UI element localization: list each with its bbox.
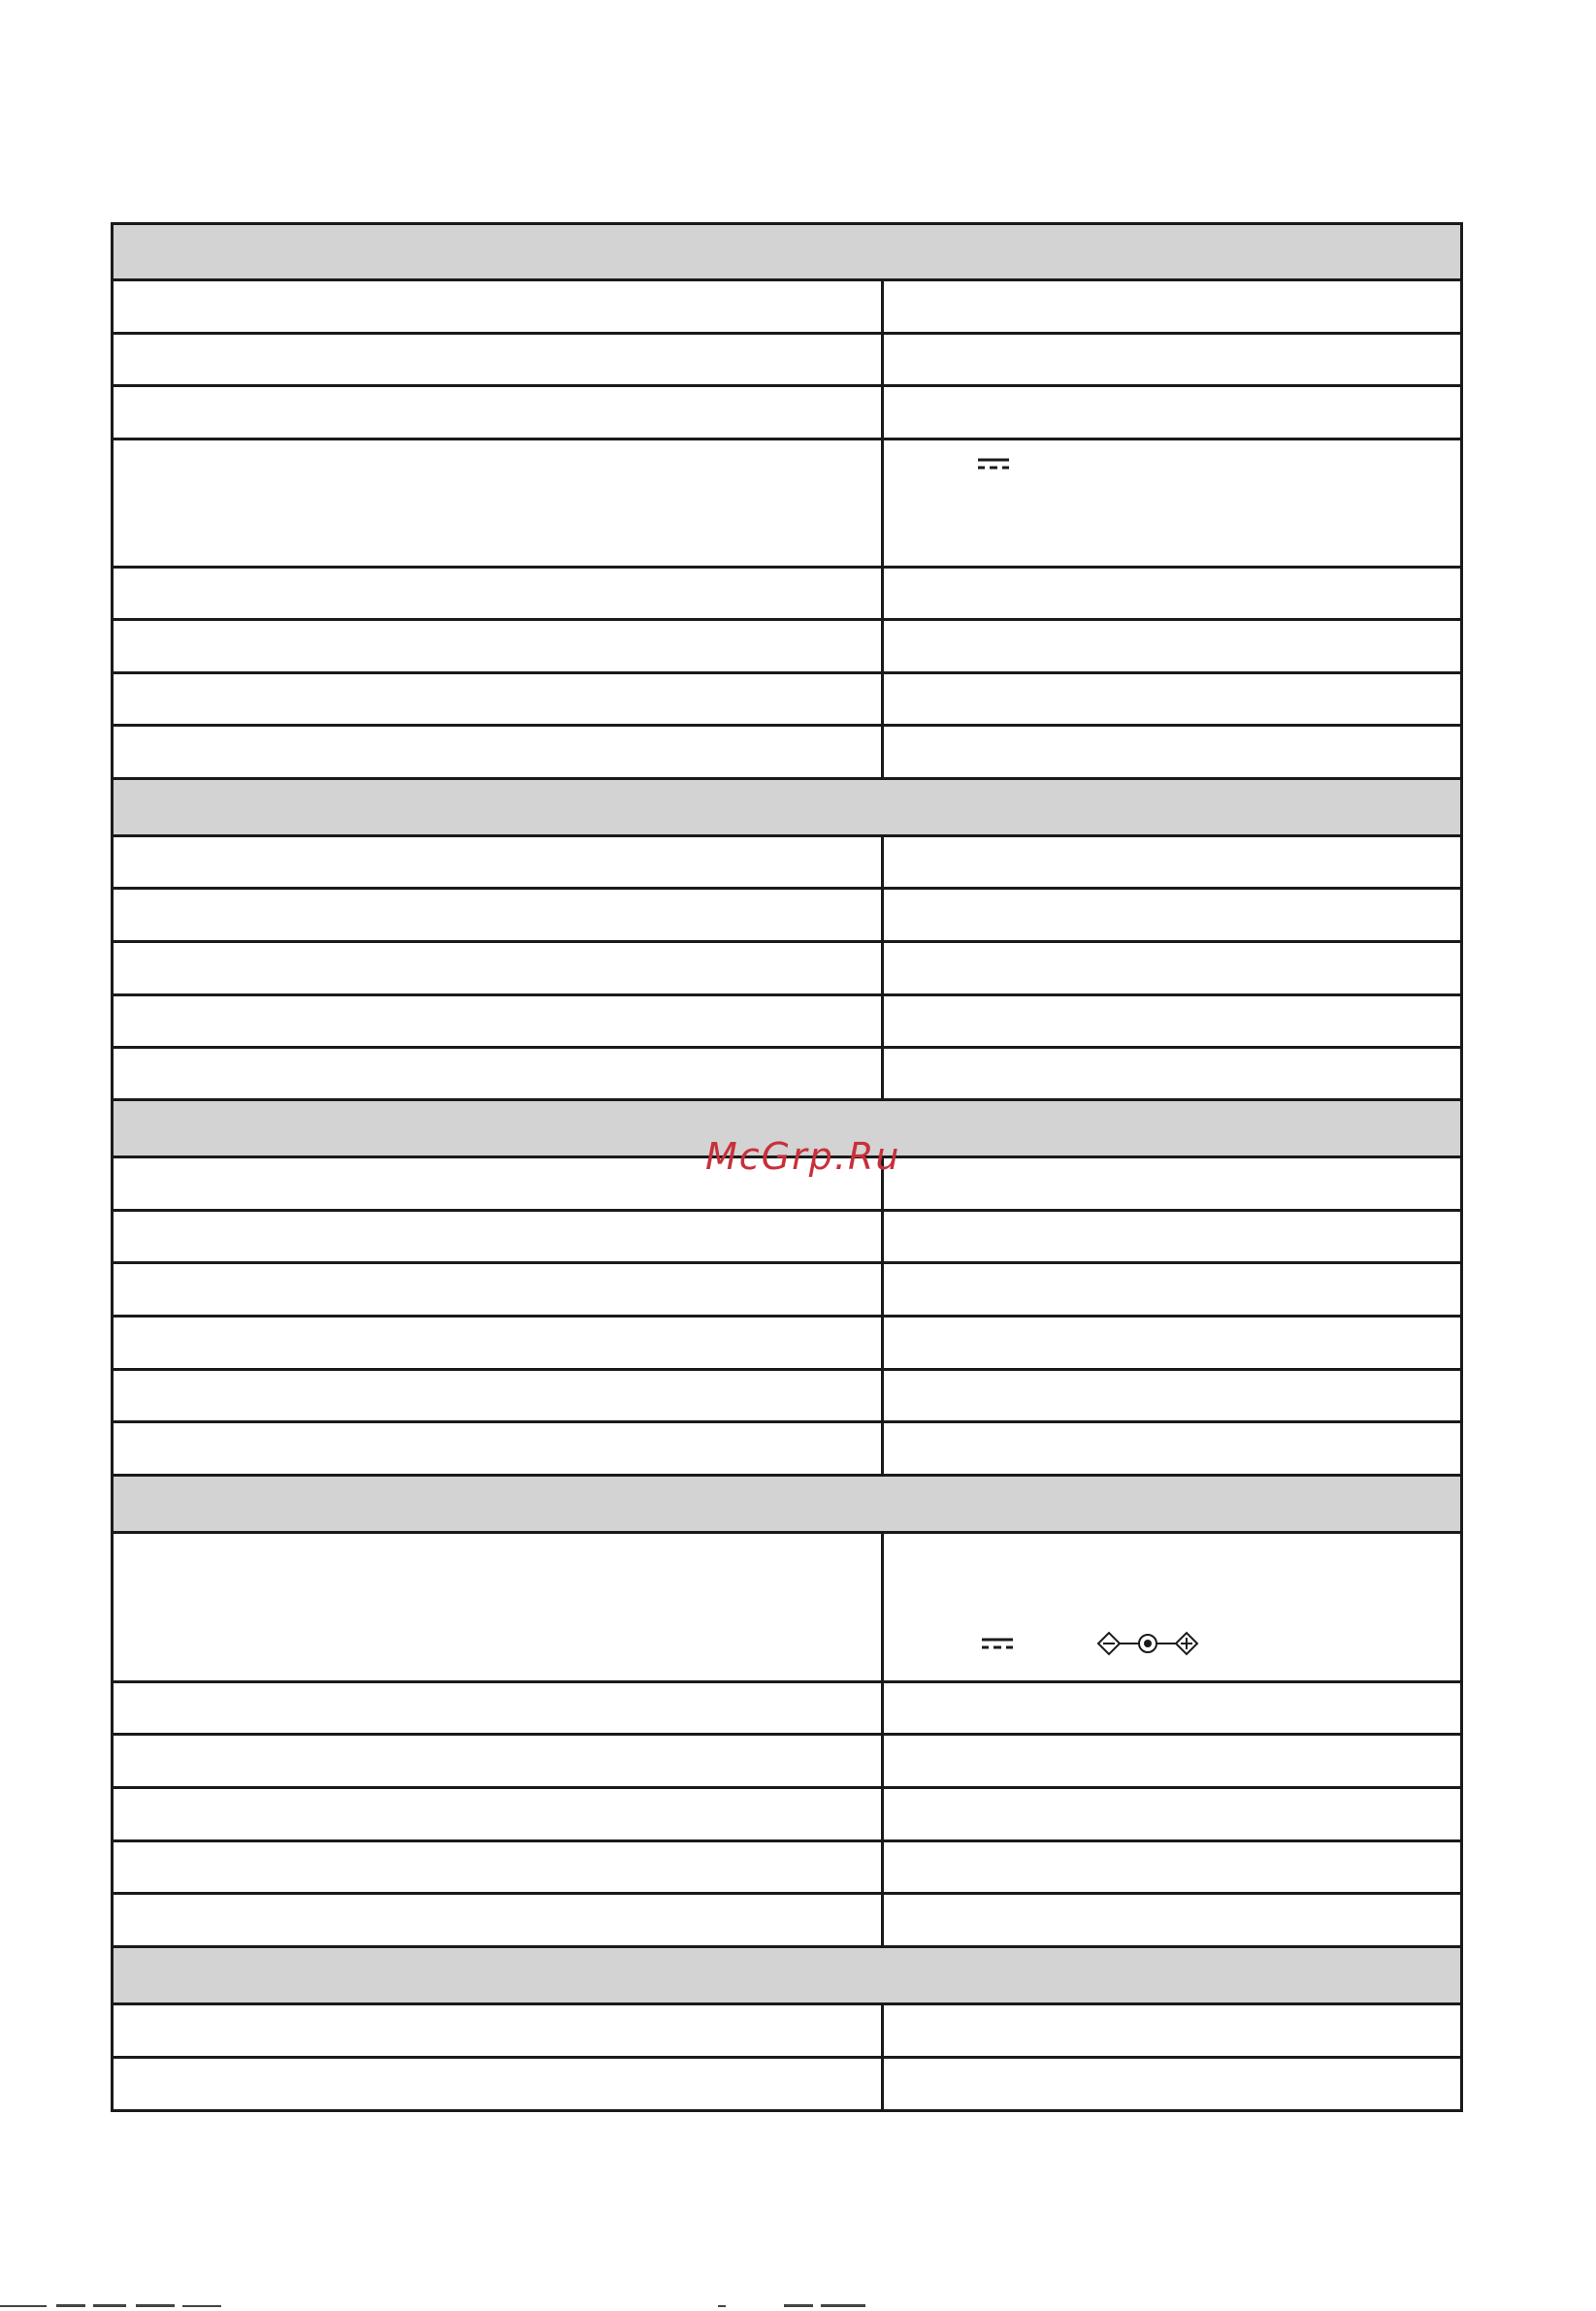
table-rule [111,940,1463,943]
table-rule [111,1474,1463,1477]
table-rule [111,834,1463,837]
column-divider [881,1156,884,1476]
column-divider [881,2004,884,2112]
table-rule [111,1839,1463,1842]
table-rule [111,1680,1463,1683]
table-rule [111,724,1463,727]
table-rule [111,1046,1463,1049]
section-header-1 [111,222,1463,279]
table-rule [111,2056,1463,2059]
table-rule [111,2109,1463,2112]
table-rule [111,887,1463,890]
dc-current-symbol-icon [977,458,1010,472]
table-rule [111,332,1463,335]
table-rule [111,566,1463,569]
table-rule [111,278,1463,281]
watermark: McGrp.Ru [705,1135,901,1178]
section-header-5 [111,1947,1463,2004]
column-divider [881,835,884,1100]
table-rule [111,1368,1463,1371]
column-divider [881,279,884,779]
column-divider [881,1532,884,1947]
dc-current-symbol-icon [981,1638,1014,1651]
table-rule [111,1315,1463,1318]
section-header-4 [111,1475,1463,1532]
table-rule [111,1786,1463,1789]
table-rule [111,1733,1463,1736]
table-rule [111,222,1463,225]
table-border-right [1460,222,1463,2112]
table-rule [111,1261,1463,1264]
section-header-2 [111,778,1463,835]
table-rule [111,2002,1463,2005]
table-rule [111,618,1463,621]
table-rule [111,1892,1463,1895]
table-rule [111,1209,1463,1212]
table-rule [111,438,1463,440]
table-rule [111,993,1463,996]
table-rule [111,1531,1463,1534]
table-rule [111,384,1463,387]
table-border-left [111,222,114,2112]
center-positive-polarity-icon [1096,1630,1199,1657]
table-rule [111,1420,1463,1423]
table-rule [111,777,1463,780]
table-rule [111,1098,1463,1101]
table-rule [111,1945,1463,1948]
print-crop-marks [0,2301,1596,2311]
table-rule [111,671,1463,674]
